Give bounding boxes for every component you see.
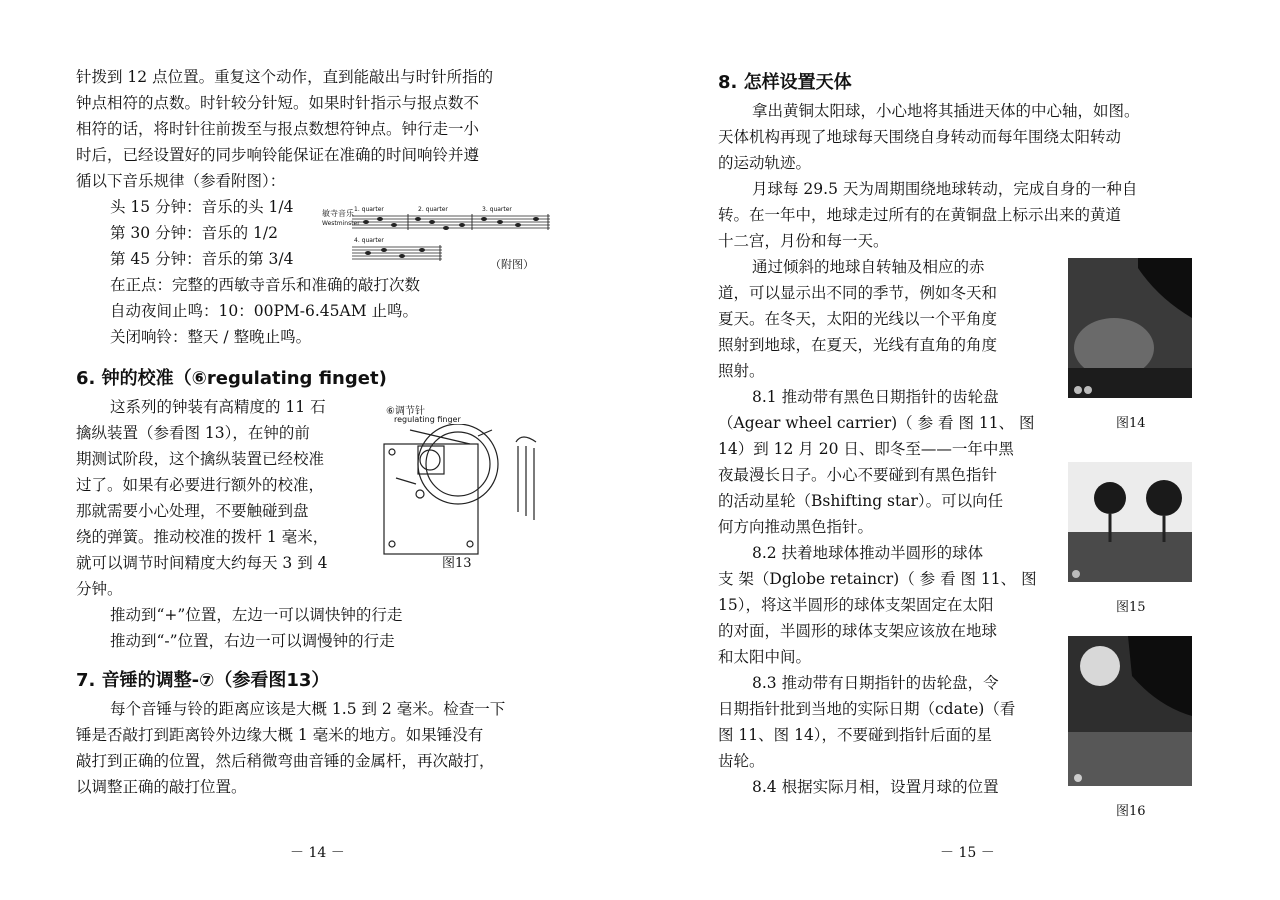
figure-13 — [380, 402, 570, 572]
text-line: 转。在一年中，地球走过所有的在黄铜盘上标示出来的黄道 — [718, 206, 1122, 224]
text-line: 绕的弹簧。推动校准的拨杆 1 毫米， — [76, 528, 329, 546]
right-page — [640, 0, 1280, 900]
rule-item: 头 15 分钟：音乐的头 1/4 — [110, 198, 294, 216]
section-6-title: 6. 钟的校准（⑥regulating finget) — [76, 368, 387, 389]
text-line: 推动到“+”位置，左边一可以调快钟的行走 — [110, 606, 403, 624]
text-line: 道，可以显示出不同的季节，例如冬天和 — [718, 284, 998, 302]
text-line: 相符的话，将时针往前拨至与报点数想符钟点。钟行走一小 — [76, 120, 480, 138]
text-line: 8.1 推动带有黑色日期指针的齿轮盘 — [752, 388, 999, 406]
text-line: 齿轮。 — [718, 752, 765, 770]
section-8-para-1 — [718, 98, 1140, 176]
score-label-cn: 敏寺音乐 — [322, 209, 354, 218]
section-6-paragraph — [76, 394, 328, 602]
figure-13-label-en: regulating finger — [394, 415, 461, 424]
text-line: 月球每 29.5 天为周期围绕地球转动，完成自身的一种自 — [752, 180, 1138, 198]
text-line: 图 11、图 14），不要碰到指针后面的星 — [718, 726, 993, 744]
figure-16-caption: 图16 — [1116, 804, 1146, 819]
section-8-para-3 — [718, 254, 997, 384]
clock-mechanism-drawing — [380, 424, 570, 564]
text-line: 15），将这半圆形的球体支架固定在太阳 — [718, 596, 994, 614]
text-line: 照射到地球，在夏天，光线有直角的角度 — [718, 336, 998, 354]
page-number-left: － 14 － — [290, 845, 345, 861]
text-line: 8.2 扶着地球体推动半圆形的球体 — [752, 544, 984, 562]
section-8-4: 8.4 根据实际月相，设置月球的位置 — [752, 778, 999, 796]
rule-item: 在正点：完整的西敏寺音乐和准确的敲打次数 — [110, 276, 421, 294]
music-score-figure — [322, 204, 554, 272]
text-line: 推动到“-”位置，右边一可以调慢钟的行走 — [110, 632, 395, 650]
text-line: 通过倾斜的地球自转轴及相应的赤 — [752, 258, 985, 276]
text-line: 期测试阶段，这个擒纵装置已经校准 — [76, 450, 325, 468]
score-caption: （附图） — [490, 258, 534, 271]
text-line: 和太阳中间。 — [718, 648, 812, 666]
figure-13-label-cn: ⑥调节针 — [386, 406, 425, 417]
figure-13-caption: 图13 — [442, 556, 472, 571]
text-line: 14）到 12 月 20 日、即冬至——一年中黑 — [718, 440, 1014, 458]
section-7-title: 7. 音锤的调整-⑦（参看图13） — [76, 670, 330, 691]
text-line: 擒纵装置（参看图 13），在钟的前 — [76, 424, 310, 442]
regulation-directions — [110, 602, 402, 654]
text-line: 天体机构再现了地球每天围绕自身转动而每年围绕太阳转动 — [718, 128, 1122, 146]
text-line: （Agear wheel carrier)（ 参 看 图 11、 图 — [718, 414, 1035, 432]
text-line: 的运动轨迹。 — [718, 154, 812, 172]
text-line: 的对面，半圆形的球体支架应该放在地球 — [718, 622, 998, 640]
text-line: 日期指针批到当地的实际日期（cdate)（看 — [718, 700, 1016, 718]
text-line: 就可以调节时间精度大约每天 3 到 4 — [76, 554, 328, 572]
text-line: 过了。如果有必要进行额外的校准， — [76, 476, 325, 494]
score-quarter-3: 3. quarter — [482, 206, 512, 213]
section-7-paragraph — [76, 696, 505, 800]
figure-14-caption: 图14 — [1116, 416, 1146, 431]
text-line: 钟点相符的点数。时针较分针短。如果时针指示与报点数不 — [76, 94, 480, 112]
text-line: 每个音锤与铃的距离应该是大概 1.5 到 2 毫米。检查一下 — [110, 700, 506, 718]
score-label-en: Westminster — [322, 220, 360, 227]
text-line: 针拨到 12 点位置。重复这个动作，直到能敲出与时针所指的 — [76, 68, 494, 86]
text-line: 何方向推动黑色指针。 — [718, 518, 874, 536]
rule-item: 关闭响铃：整天 / 整晚止鸣。 — [110, 328, 312, 346]
rule-item: 自动夜间止鸣：10：00PM-6.45AM 止鸣。 — [110, 302, 418, 320]
text-line: 照射。 — [718, 362, 765, 380]
figure-16-photo — [1068, 636, 1192, 786]
score-quarter-1: 1. quarter — [354, 206, 384, 213]
text-line: 那就需要小心处理，不要触碰到盘 — [76, 502, 309, 520]
text-line: 敲打到正确的位置，然后稍微弯曲音锤的金属杆，再次敲打， — [76, 752, 495, 770]
figure-14-photo — [1068, 258, 1192, 398]
text-line: 锤是否敲打到距离铃外边缘大概 1 毫米的地方。如果锤没有 — [76, 726, 484, 744]
score-quarter-4: 4. quarter — [354, 237, 384, 244]
text-line: 分钟。 — [76, 580, 123, 598]
section-8-1 — [718, 384, 1035, 540]
text-line: 8.3 推动带有日期指针的齿轮盘，令 — [752, 674, 999, 692]
score-quarter-2: 2. quarter — [418, 206, 448, 213]
text-line: 拿出黄铜太阳球，小心地将其插进天体的中心轴，如图。 — [752, 102, 1140, 120]
text-line: 夜最漫长日子。小心不要碰到有黑色指针 — [718, 466, 998, 484]
section-8-title: 8. 怎样设置天体 — [718, 72, 852, 93]
text-line: 时后，已经设置好的同步响铃能保证在准确的时间响铃并遵 — [76, 146, 480, 164]
rule-item: 第 30 分钟：音乐的 1/2 — [110, 224, 278, 242]
intro-paragraph — [76, 64, 493, 194]
text-line: 十二宫，月份和每一天。 — [718, 232, 889, 250]
page-number-right: － 15 － — [940, 845, 995, 861]
figure-15-photo — [1068, 462, 1192, 582]
section-8-2 — [718, 540, 1037, 670]
text-line: 以调整正确的敲打位置。 — [76, 778, 247, 796]
section-8-3 — [718, 670, 1015, 774]
text-line: 的活动星轮（Bshifting star）。可以向任 — [718, 492, 1004, 510]
figure-15-caption: 图15 — [1116, 600, 1146, 615]
rule-item: 第 45 分钟：音乐的第 3/4 — [110, 250, 294, 268]
text-line: 循以下音乐规律（参看附图）： — [76, 172, 286, 190]
text-line: 这系列的钟装有高精度的 11 石 — [110, 398, 326, 416]
section-8-para-2 — [718, 176, 1137, 254]
text-line: 支 架（Dglobe retaincr)（ 参 看 图 11、 图 — [718, 570, 1037, 588]
text-line: 夏天。在冬天，太阳的光线以一个平角度 — [718, 310, 998, 328]
